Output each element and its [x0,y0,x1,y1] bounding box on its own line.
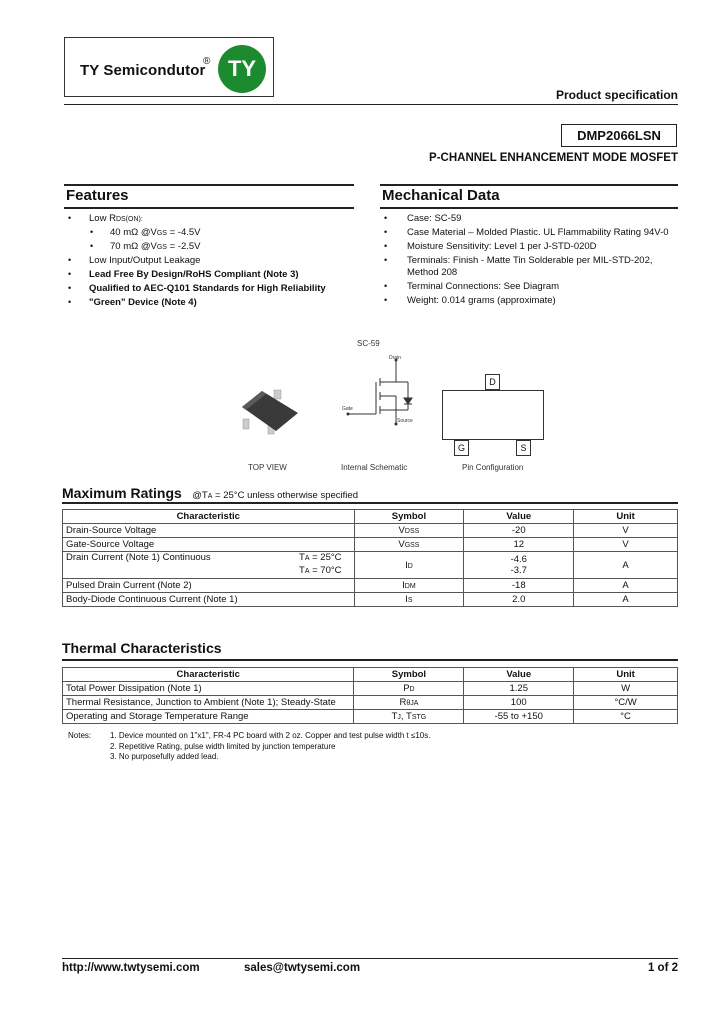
features-bottom-rule [64,207,354,209]
table-row: Pulsed Drain Current (Note 2) IDM -18 A [63,579,678,593]
list-item: Method 208 [407,267,458,278]
gate-label: Gate [342,406,353,412]
list-item: • Qualified to AEC-Q101 Standards for High Reliability [68,283,326,294]
source-label: Source [397,418,413,424]
table-row: Drain Current (Note 1) Continuous TA = 25°C TA = 70°C ID -4.6 -3.7 A [63,552,678,579]
features-top-rule [64,184,354,186]
mosfet-schematic-icon [340,352,420,432]
list-item: • Low RDS(ON): [68,213,143,224]
table-header: Unit [574,668,678,682]
features-title: Features [66,187,129,204]
registered-mark: ® [203,56,211,67]
pin-config-body [442,390,544,440]
table-header: Value [464,510,574,524]
max-ratings-table [62,509,678,607]
max-ratings-rule [62,502,678,504]
list-item: • Moisture Sensitivity: Level 1 per J-STD-020D [384,241,597,252]
list-item: • 70 mΩ @VGS = -2.5V [90,241,201,252]
package-label: SC-59 [357,339,380,348]
list-item: • Terminals: Finish - Matte Tin Solderable per MIL-STD-202, [384,255,653,266]
logo-text: TY [227,56,257,81]
table-row: Drain-Source Voltage VDSS -20 V [63,524,678,538]
list-item: • Terminal Connections: See Diagram [384,281,560,292]
company-name: TY Semicondutor [80,62,206,79]
note-3: 3. No purposefully added lead. [110,752,219,761]
table-header: Symbol [354,510,464,524]
part-number: DMP2066LSN [561,124,677,147]
list-item: • Lead Free By Design/RoHS Compliant (Note 3) [68,269,299,280]
list-item: • Case Material – Molded Plastic. UL Flammability Rating 94V-0 [384,227,669,238]
mechanical-list [380,213,678,309]
list-item: • Low Input/Output Leakage [68,255,201,266]
pin-config-caption: Pin Configuration [462,463,524,472]
package-top-view-icon [232,385,304,435]
table-header: Value [464,668,574,682]
table-header: Characteristic [63,668,354,682]
table-header: Unit [574,510,678,524]
table-header-row [63,510,678,524]
list-item: • Case: SC-59 [384,213,462,224]
pin-g: G [454,440,469,456]
max-ratings-heading: Maximum Ratings @TA = 25°C unless otherwise specified [62,485,358,501]
product-spec-label: Product specification [555,88,678,102]
table-row: Total Power Dissipation (Note 1) PD 1.25 W [63,682,678,696]
footer-email-link[interactable]: sales@twtysemi.com [244,962,361,974]
footer-rule [62,958,678,959]
features-list [64,213,354,311]
mechanical-top-rule [380,184,678,186]
mechanical-title: Mechanical Data [382,187,500,204]
top-view-caption: TOP VIEW [248,463,287,472]
list-item: • 40 mΩ @VGS = -4.5V [90,227,201,238]
page-number: 1 of 2 [647,962,678,974]
device-subtitle: P-CHANNEL ENHANCEMENT MODE MOSFET [429,152,678,164]
ty-logo-icon [218,45,266,93]
thermal-title: Thermal Characteristics [62,640,222,656]
table-row: Thermal Resistance, Junction to Ambient (Note 1); Steady-State RθJA 100 °C/W [63,696,678,710]
note-2: 2. Repetitive Rating, pulse width limited by junction temperature [110,742,336,751]
mechanical-bottom-rule [380,207,678,209]
table-header-row [63,668,678,682]
table-header: Symbol [354,668,464,682]
list-item: • Weight: 0.014 grams (approximate) [384,295,556,306]
list-item: • "Green" Device (Note 4) [68,297,197,308]
header-rule [64,104,678,105]
table-row: Body-Diode Continuous Current (Note 1) IS 2.0 A [63,593,678,607]
notes-label: Notes: [68,731,92,740]
table-row: Gate-Source Voltage VGSS 12 V [63,538,678,552]
drain-label: Drain [389,355,401,361]
note-1: 1. Device mounted on 1"x1", FR-4 PC board with 2 oz. Copper and test pulse width t ≤10s. [110,731,431,740]
table-header: Characteristic [63,510,355,524]
pin-s: S [516,440,531,456]
thermal-rule [62,659,678,661]
footer-url-link[interactable]: http://www.twtysemi.com [62,962,200,974]
thermal-table [62,667,678,724]
pin-d: D [485,374,500,390]
table-row: Operating and Storage Temperature Range TJ, TSTG -55 to +150 °C [63,710,678,724]
schematic-caption: Internal Schematic [341,463,408,472]
